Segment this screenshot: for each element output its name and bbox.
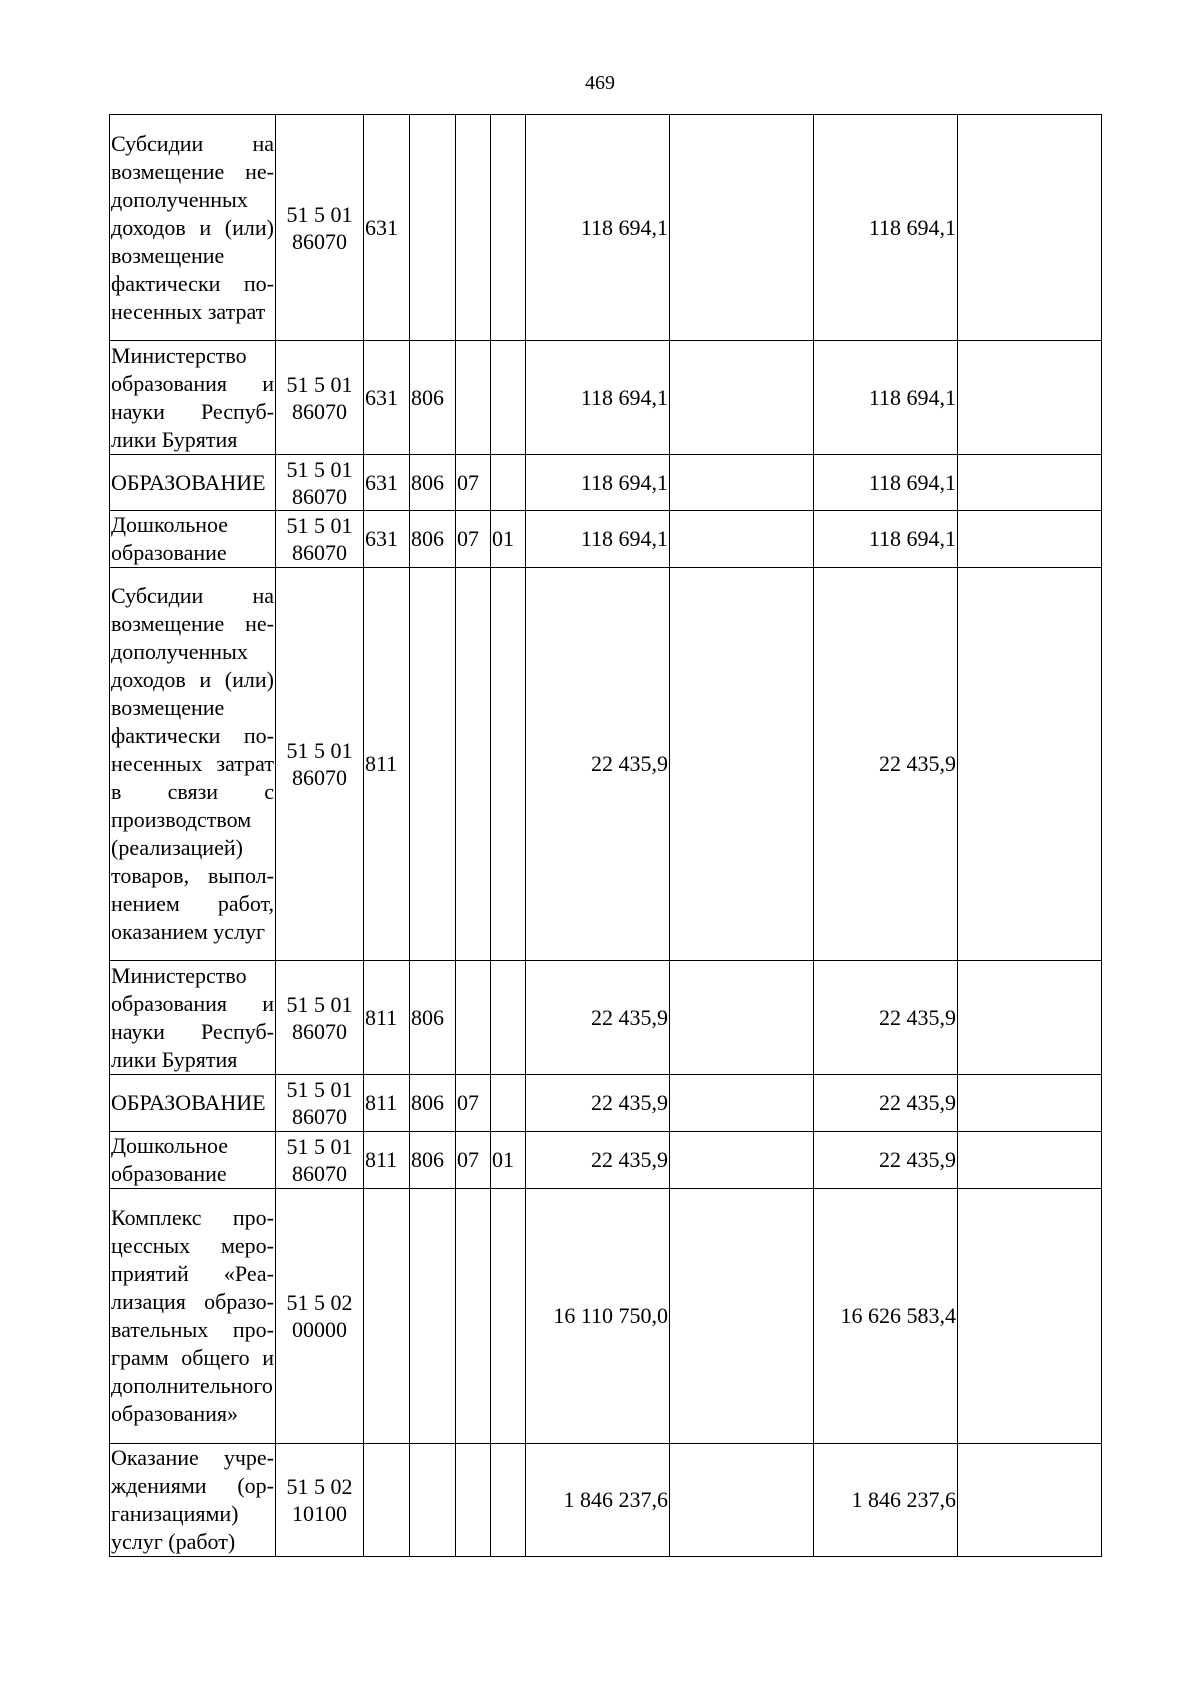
table-row — [110, 568, 1102, 961]
row-target-code — [276, 455, 364, 511]
row-target-code-part-2: 86070 — [292, 398, 347, 424]
row-target-code — [276, 1075, 364, 1132]
row-amount-2 — [670, 511, 814, 568]
table-row — [110, 1132, 1102, 1189]
table-row — [110, 1444, 1102, 1557]
row-target-code-part-1: 51 5 01 — [286, 201, 353, 227]
row-target-code-part-2: 86070 — [292, 1161, 347, 1186]
row-target-code-part-2: 86070 — [292, 483, 347, 509]
table-row — [110, 455, 1102, 511]
row-code-3 — [456, 961, 491, 1075]
row-target-code — [276, 341, 364, 455]
row-name: Дошкольное образование — [110, 1132, 276, 1189]
row-target-code-part-1: 51 5 01 — [286, 456, 353, 482]
row-target-code — [276, 511, 364, 568]
row-amount-3: 118 694,1 — [814, 115, 958, 341]
row-code-3 — [456, 568, 491, 961]
row-code-4 — [491, 115, 526, 341]
row-amount-3: 118 694,1 — [814, 511, 958, 568]
row-target-code-part-2: 00000 — [292, 1317, 347, 1342]
row-amount-1: 118 694,1 — [526, 511, 670, 568]
row-code-4 — [491, 341, 526, 455]
row-amount-1: 22 435,9 — [526, 961, 670, 1075]
row-code-4: 01 — [491, 511, 526, 568]
row-name: ОБРАЗОВАНИЕ — [110, 1075, 276, 1132]
table-row — [110, 1075, 1102, 1132]
row-target-code-part-1: 51 5 01 — [286, 513, 353, 538]
row-amount-3: 118 694,1 — [814, 455, 958, 511]
row-amount-1: 118 694,1 — [526, 341, 670, 455]
row-code-2: 806 — [410, 455, 456, 511]
row-name: Комплекс процессных мероприятий «Реализация образовательных программ общего и дополнительного образования» — [110, 1189, 276, 1444]
row-amount-4 — [958, 961, 1102, 1075]
row-target-code — [276, 115, 364, 341]
row-name: Министерство образования и науки Республики Бурятия — [110, 961, 276, 1075]
row-target-code — [276, 961, 364, 1075]
row-name: Оказание учреждениями (организациями) услуг (работ) — [110, 1444, 276, 1557]
row-code-4 — [491, 1189, 526, 1444]
row-amount-4 — [958, 455, 1102, 511]
row-amount-1: 118 694,1 — [526, 455, 670, 511]
row-amount-4 — [958, 115, 1102, 341]
row-code-2: 806 — [410, 511, 456, 568]
row-code-1: 811 — [364, 1075, 410, 1132]
row-target-code-part-1: 51 5 02 — [286, 1290, 353, 1315]
table-row — [110, 1189, 1102, 1444]
row-target-code-part-1: 51 5 01 — [286, 1134, 353, 1159]
row-amount-1: 22 435,9 — [526, 568, 670, 961]
row-target-code-part-2: 86070 — [292, 1018, 347, 1044]
row-code-4 — [491, 961, 526, 1075]
row-name: Субсидии на возмещение недополученных доходов и (или) возмещение фактически понесенных затрат — [110, 115, 276, 341]
row-target-code-part-2: 86070 — [292, 765, 347, 790]
row-code-4 — [491, 1444, 526, 1557]
row-amount-4 — [958, 511, 1102, 568]
row-target-code — [276, 1444, 364, 1557]
row-amount-4 — [958, 1132, 1102, 1189]
row-amount-1: 16 110 750,0 — [526, 1189, 670, 1444]
row-code-3: 07 — [456, 511, 491, 568]
row-code-3: 07 — [456, 1075, 491, 1132]
row-target-code-part-2: 86070 — [292, 228, 347, 254]
row-code-1: 811 — [364, 1132, 410, 1189]
row-amount-3: 118 694,1 — [814, 341, 958, 455]
row-amount-3: 16 626 583,4 — [814, 1189, 958, 1444]
row-code-4 — [491, 1075, 526, 1132]
row-amount-4 — [958, 1075, 1102, 1132]
page-number: 469 — [585, 72, 615, 94]
row-code-1: 631 — [364, 455, 410, 511]
row-code-2 — [410, 568, 456, 961]
row-code-3 — [456, 1189, 491, 1444]
row-amount-2 — [670, 1189, 814, 1444]
row-code-3 — [456, 341, 491, 455]
row-amount-1: 22 435,9 — [526, 1132, 670, 1189]
row-code-2: 806 — [410, 341, 456, 455]
row-name: Дошкольное образование — [110, 511, 276, 568]
row-code-4 — [491, 568, 526, 961]
table-row — [110, 961, 1102, 1075]
row-amount-3: 22 435,9 — [814, 961, 958, 1075]
row-target-code-part-2: 10100 — [292, 1501, 347, 1526]
row-amount-3: 22 435,9 — [814, 568, 958, 961]
row-amount-4 — [958, 1189, 1102, 1444]
row-amount-2 — [670, 1444, 814, 1557]
row-amount-4 — [958, 1444, 1102, 1557]
row-amount-4 — [958, 568, 1102, 961]
row-amount-2 — [670, 455, 814, 511]
row-code-3: 07 — [456, 455, 491, 511]
row-name: Министерство образования и науки Республики Бурятия — [110, 341, 276, 455]
row-target-code — [276, 1189, 364, 1444]
row-amount-2 — [670, 115, 814, 341]
row-target-code-part-2: 86070 — [292, 1104, 347, 1129]
row-amount-4 — [958, 341, 1102, 455]
row-code-2: 806 — [410, 961, 456, 1075]
row-code-3 — [456, 115, 491, 341]
row-amount-2 — [670, 341, 814, 455]
row-code-1: 811 — [364, 961, 410, 1075]
row-code-3: 07 — [456, 1132, 491, 1189]
table-row — [110, 511, 1102, 568]
row-amount-3: 22 435,9 — [814, 1075, 958, 1132]
row-amount-1: 118 694,1 — [526, 115, 670, 341]
row-code-2 — [410, 1189, 456, 1444]
row-name: Субсидии на возмещение недополученных доходов и (или) возмещение фактически понесенных затрат в связи с производством (реализацией) товаров, выполнением работ, оказанием услуг — [110, 568, 276, 961]
row-code-3 — [456, 1444, 491, 1557]
row-code-2 — [410, 1444, 456, 1557]
table-row — [110, 115, 1102, 341]
row-code-1: 811 — [364, 568, 410, 961]
row-name: ОБРАЗОВАНИЕ — [110, 455, 276, 511]
row-code-1: 631 — [364, 115, 410, 341]
row-target-code — [276, 568, 364, 961]
row-amount-1: 22 435,9 — [526, 1075, 670, 1132]
row-target-code-part-1: 51 5 01 — [286, 738, 353, 763]
row-target-code-part-2: 86070 — [292, 540, 347, 565]
row-amount-3: 22 435,9 — [814, 1132, 958, 1189]
row-amount-2 — [670, 1075, 814, 1132]
row-amount-2 — [670, 568, 814, 961]
table-row — [110, 341, 1102, 455]
row-code-2 — [410, 115, 456, 341]
row-amount-2 — [670, 1132, 814, 1189]
row-target-code-part-1: 51 5 02 — [286, 1474, 353, 1499]
row-amount-1: 1 846 237,6 — [526, 1444, 670, 1557]
row-code-2: 806 — [410, 1075, 456, 1132]
row-code-1: 631 — [364, 511, 410, 568]
row-code-1 — [364, 1189, 410, 1444]
row-amount-3: 1 846 237,6 — [814, 1444, 958, 1557]
row-target-code-part-1: 51 5 01 — [286, 1077, 353, 1102]
row-code-1 — [364, 1444, 410, 1557]
budget-table — [109, 114, 1102, 1557]
row-code-4 — [491, 455, 526, 511]
row-code-1: 631 — [364, 341, 410, 455]
row-code-4: 01 — [491, 1132, 526, 1189]
row-amount-2 — [670, 961, 814, 1075]
row-code-2: 806 — [410, 1132, 456, 1189]
row-target-code-part-1: 51 5 01 — [286, 371, 353, 397]
row-target-code-part-1: 51 5 01 — [286, 991, 353, 1017]
row-target-code — [276, 1132, 364, 1189]
table-body — [110, 115, 1102, 1557]
